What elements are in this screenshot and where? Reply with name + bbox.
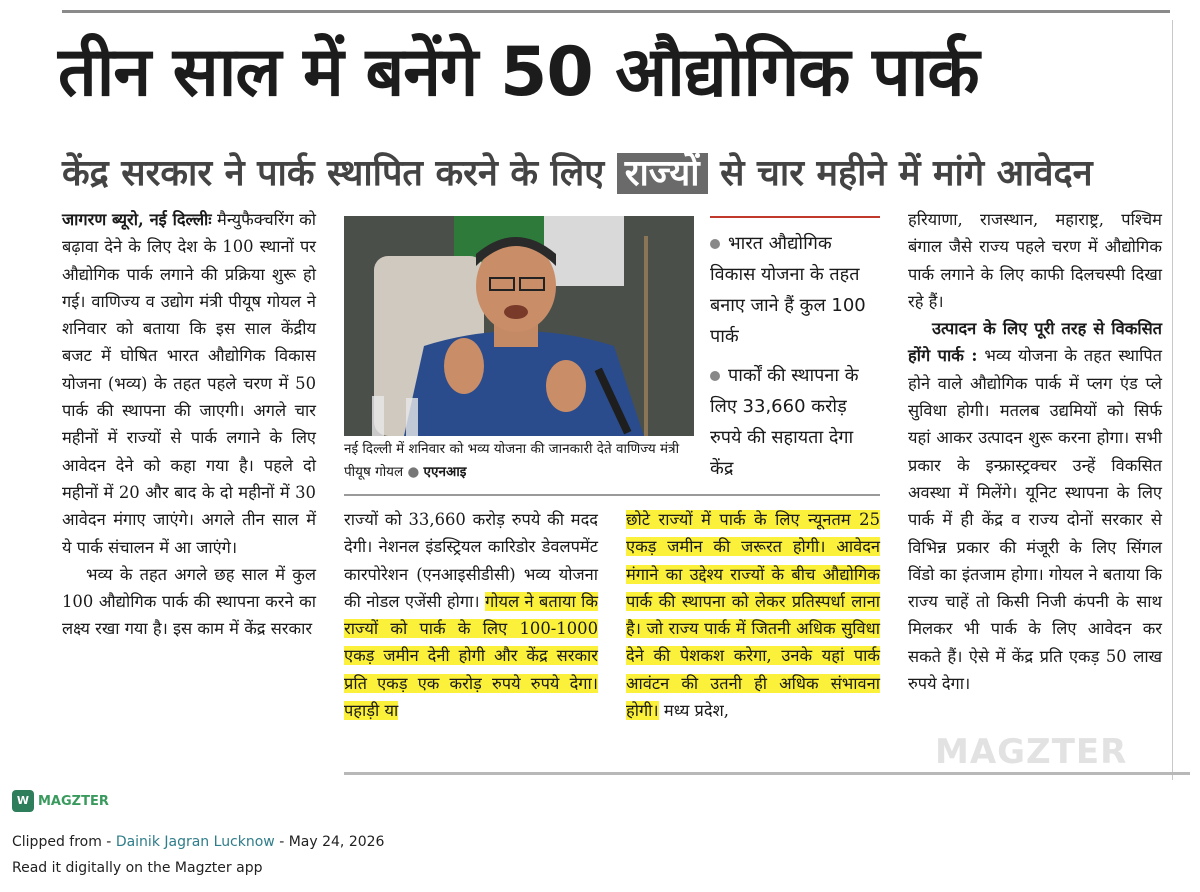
publication-link[interactable]: Dainik Jagran Lucknow — [115, 834, 275, 850]
subhead-post: से चार महीने में मांगे आवेदन — [720, 153, 1093, 194]
clip-source-line — [12, 834, 384, 850]
highlight-bullet-2 — [710, 360, 880, 484]
subheadline — [62, 146, 1172, 202]
highlight-bullet-1 — [710, 228, 880, 352]
col4-subheading: उत्पादन के लिए पूरी तरह से विकसित होंगे पार्क : — [908, 319, 1162, 366]
subhead-boxed-word: राज्यों — [617, 153, 708, 194]
col3-highlighted-text: छोटे राज्यों में पार्क के लिए न्यूनतम 25 एकड़ जमीन की जरूरत होगी। आवेदन मंगाने का उद्देश्य राज्यों के बीच औद्योगिक पार्क की स्थापना को लेकर प्रतिस्पर्धा लाना है। जो राज्य पार्क में जितनी अधिक सुविधा देने की पेशकश करेगा, उनके यहां पार्क आवंटन की उतनी ही अधिक संभावना होगी। — [626, 510, 880, 721]
magzter-watermark: MAGZTER — [935, 732, 1128, 772]
col2-highlighted-text: गोयल ने बताया कि राज्यों को पार्क के लिए 100-1000 एकड़ जमीन देनी होगी और केंद्र सरकार प्रति एकड़ एक करोड़ रुपये रुपये देगा। पहाड़ी या — [344, 591, 598, 721]
top-rule — [62, 10, 1170, 13]
news-photo — [344, 216, 694, 436]
subhead-pre: केंद्र सरकार ने पार्क स्थापित करने के लिए — [62, 153, 605, 194]
bullet-dot-icon — [710, 371, 720, 381]
bullet-text: भारत औद्योगिक विकास योजना के तहत बनाए जाने हैं कुल 100 पार्क — [710, 233, 866, 347]
article-column-2 — [344, 506, 598, 724]
col3-text: मध्य प्रदेश, — [663, 701, 729, 721]
bullet-dot-icon — [710, 239, 720, 249]
section-divider — [344, 494, 880, 496]
highlight-box — [710, 216, 880, 492]
article-column-3 — [626, 506, 880, 724]
bullet-dot-icon: ● — [407, 464, 420, 480]
clipped-prefix: Clipped from - — [12, 834, 116, 850]
col2-text: राज्यों को 33,660 करोड़ रुपये की मदद देगी। नेशनल इंडस्ट्रियल कारिडोर डेवलपमेंट कारपोरेशन (एनआइसीडीसी) भव्य योजना की नोडल एजेंसी होगा। — [344, 510, 598, 611]
column-edge-rule — [1172, 20, 1173, 780]
magzter-logo[interactable] — [12, 790, 109, 812]
article-column-4 — [908, 206, 1162, 697]
col4-paragraph-2: भव्य योजना के तहत स्थापित होने वाले औद्योगिक पार्क में प्लग एंड प्ले सुविधा होगी। मतलब उद्यमियों को सिर्फ यहां आकर उत्पादन शुरू करना होगा। सभी प्रकार के इन्फ्रास्ट्रक्चर उन्हें विकसित अवस्था में मिलेंगे। यूनिट स्थापना के लिए पार्क में ही केंद्र व राज्य दोनों सरकार से विभिन्न प्रकार की मंजूरी के लिए सिंगल विंडो का इंतजाम होगा। गोयल ने बताया कि राज्य चाहें तो किसी निजी कंपनी के साथ मिलकर भी पार्क के लिए आवेदन कर सकते हैं। ऐसे में केंद्र प्रति एकड़ 50 लाख रुपये देगा। — [908, 346, 1162, 694]
photo-caption — [344, 438, 696, 484]
magzter-logo-icon: W — [12, 790, 34, 812]
col1-paragraph-2: भव्य के तहत अगले छह साल में कुल 100 औद्योगिक पार्क की स्थापना करने का लक्ष्य रखा गया है। इस काम में केंद्र सरकार — [62, 564, 316, 639]
byline: जागरण ब्यूरो, नई दिल्लीः — [62, 210, 212, 229]
minister-photo-illustration — [344, 216, 694, 436]
col4-paragraph-1: हरियाणा, राजस्थान, महाराष्ट्र, पश्चिम बंगाल जैसे राज्य पहले चरण में औद्योगिक पार्क लगाने के लिए काफी दिलचस्पी दिखा रहे हैं। — [908, 210, 1162, 311]
col1-paragraph-1: मैन्युफैक्चरिंग को बढ़ावा देने के लिए देश के 100 स्थानों पर औद्योगिक पार्क लगाने की प्रक्रिया शुरू हो गई। वाणिज्य व उद्योग मंत्री पीयूष गोयल ने शनिवार को बताया कि इस साल केंद्रीय बजट में घोषित भारत औद्योगिक विकास योजना (भव्य) के तहत पहले चरण में 50 पार्क की स्थापना की जाएगी। अगले चार महीनों में राज्यों से पार्क लगाने के लिए आवेदन देने को कहा गया है। पहले दो महीनों में 20 और बाद के दो महीनों में 30 आवेदन मंगाए जाएंगे। अगले तीन साल में ये पार्क संचालन में आ जाएंगे। — [62, 210, 316, 557]
article-column-1 — [62, 206, 316, 643]
read-digitally-line: Read it digitally on the Magzter app — [12, 860, 263, 876]
bottom-rule — [344, 772, 1190, 775]
caption-credit: एएनआइ — [423, 464, 467, 480]
bullet-text: पार्कों की स्थापना के लिए 33,660 करोड़ रुपये की सहायता देगा केंद्र — [710, 365, 859, 479]
caption-text: नई दिल्ली में शनिवार को भव्य योजना की जानकारी देते वाणिज्य मंत्री पीयूष गोयल — [344, 441, 680, 480]
headline: तीन साल में बनेंगे 50 औद्योगिक पार्क — [58, 33, 979, 112]
magzter-logo-text: MAGZTER — [38, 793, 109, 809]
clip-date: - May 24, 2026 — [274, 834, 385, 850]
